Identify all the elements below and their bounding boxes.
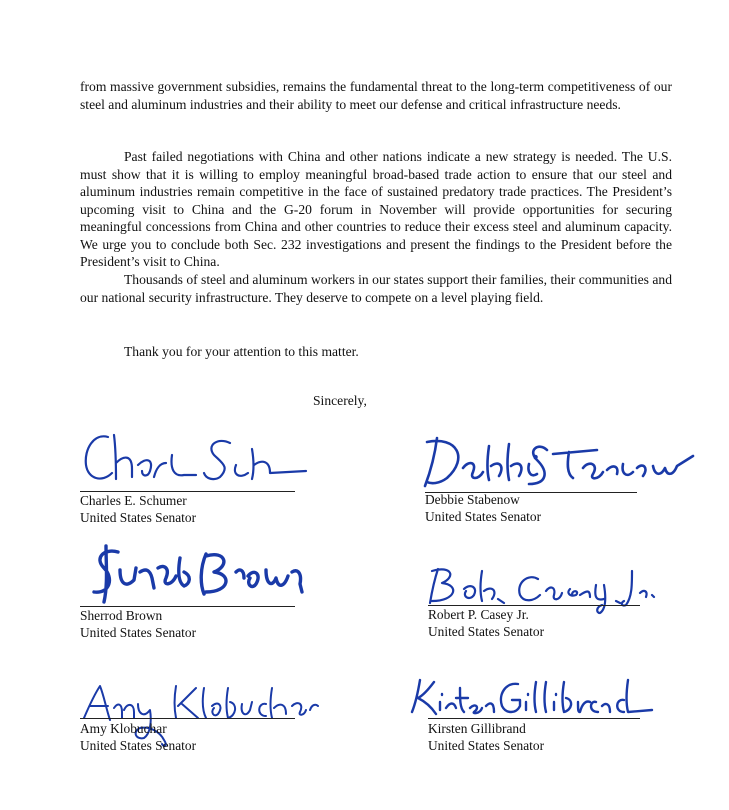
signature-block-schumer [80,425,320,525]
signatory-title: United States Senator [425,509,542,524]
signature-block-gillibrand [428,672,668,772]
signature-stabenow [417,428,697,498]
closing-salutation: Sincerely, [313,393,367,408]
signatory-title: United States Senator [428,738,545,753]
signature-schumer [80,425,310,495]
letter-paragraph-4: Thank you for your attention to this matter. [124,344,359,359]
signatory-name: Robert P. Casey Jr. [428,607,529,622]
signature-gillibrand [406,672,666,722]
signature-block-brown [80,540,320,640]
signature-line [428,718,640,719]
signatory-title: United States Senator [428,624,545,639]
letter-paragraph-3: Thousands of steel and aluminum workers in our states support their families, their communities and our national security infrastructure. They deserve to compete on a level playing field. [80,272,672,305]
letter-paragraph-2: Past failed negotiations with China and other nations indicate a new strategy is needed. The U.S. must show that it is willing to employ meaningful broad-based trade action to ensure that our steel and aluminum industries remain competitive in the face of sustained predatory trade practices. The President’s upcoming visit to China and the G-20 forum in November will provide opportunities for securing meaningful concessions from China and other countries to reduce their excess steel and aluminum capacity. We urge you to conclude both Sec. 232 investigations and present the findings to the President before the President’s visit to China. [80,149,672,269]
signatory-title: United States Senator [80,510,197,525]
signatory-name: Amy Klobuchar [80,721,167,736]
signatory-name: Kirsten Gillibrand [428,721,526,736]
signatory-title: United States Senator [80,625,197,640]
signature-block-casey [428,555,668,655]
signature-brown [80,540,310,610]
signatory-name: Debbie Stabenow [425,492,520,507]
signature-line [80,718,295,719]
signature-block-stabenow [425,438,665,538]
signatory-name: Charles E. Schumer [80,493,187,508]
signatory-name: Sherrod Brown [80,608,163,623]
signature-block-klobuchar [80,672,320,772]
signatory-title: United States Senator [80,738,197,753]
letter-paragraph-1: from massive government subsidies, remains the fundamental threat to the long-term competitiveness of our steel and aluminum industries and their ability to meet our defense and critical infrastructure needs. [80,79,672,112]
